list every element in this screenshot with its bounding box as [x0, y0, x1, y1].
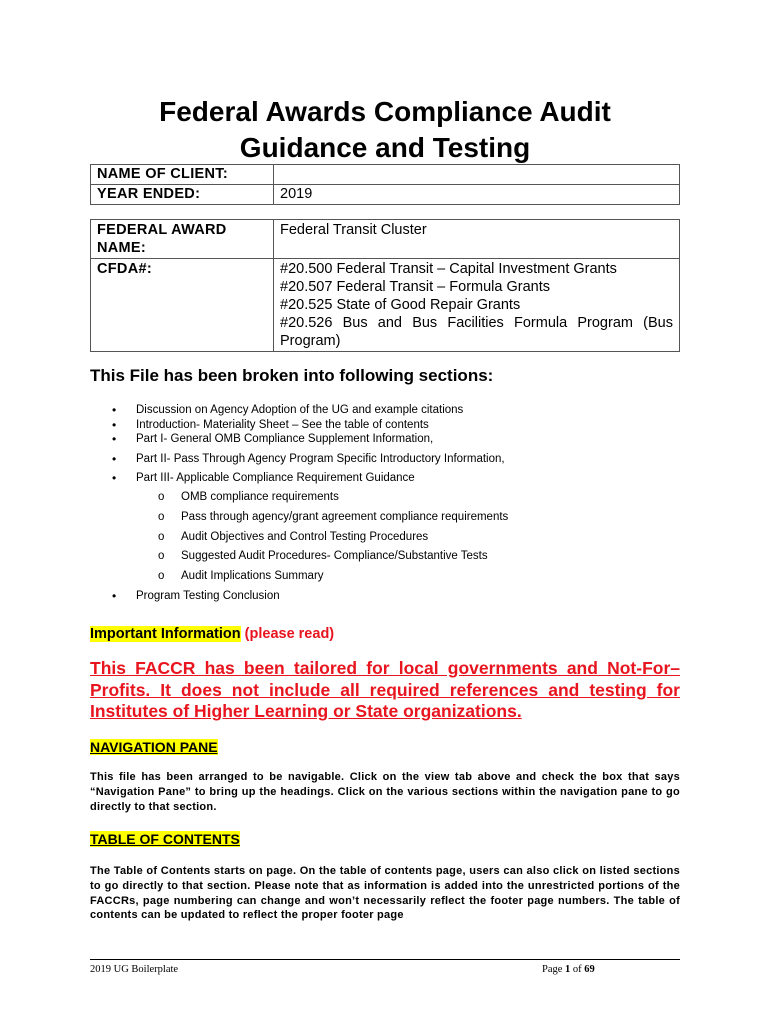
page-current: 1 [565, 964, 571, 975]
table-of-contents-title: TABLE OF CONTENTS [90, 831, 240, 847]
sub-list [136, 490, 670, 584]
year-ended-value[interactable]: 2019 [274, 185, 680, 205]
page-total: 69 [584, 964, 595, 975]
navigation-pane-heading [90, 739, 218, 755]
list-item-text: Part II- Pass Through Agency Program Specific Introductory Information, [136, 452, 505, 465]
client-name-value[interactable] [274, 165, 680, 185]
navigation-pane-title: NAVIGATION PANE [90, 739, 218, 755]
list-item-text: Part III- Applicable Compliance Requirement Guidance [136, 472, 415, 485]
bullet-icon: • [112, 432, 117, 447]
list-item-text: Program Testing Conclusion [136, 589, 280, 602]
client-name-label: NAME OF CLIENT: [91, 165, 274, 185]
footer-title: 2019 UG Boilerplate [90, 964, 179, 975]
list-item-text: Introduction- Materiality Sheet – See the table of contents [136, 418, 429, 431]
sub-list-item [136, 510, 670, 525]
list-item-text: Discussion on Agency Adoption of the UG and example citations [136, 404, 464, 416]
navigation-pane-text: This file has been arranged to be navigable. Click on the view tab above and check the box that says “Navigation Pane” to bring up the headings. Click on the various sections within the navigation pane to go directly to that section. [90, 771, 680, 813]
list-item [90, 452, 670, 467]
list-item-text: Part I- General OMB Compliance Supplement Information, [136, 433, 434, 446]
bullet-icon: • [112, 417, 117, 432]
year-ended-label: YEAR ENDED: [91, 185, 274, 205]
sections-list [90, 403, 670, 603]
sub-list-item-text: OMB compliance requirements [181, 490, 339, 503]
award-name-label-line2: NAME: [97, 240, 147, 256]
list-item [90, 432, 670, 447]
sections-heading: This File has been broken into following sections: [90, 366, 494, 385]
award-name-value[interactable]: Federal Transit Cluster [274, 220, 680, 259]
cfda-label: CFDA#: [91, 259, 274, 352]
important-info-note: (please read) [240, 626, 335, 642]
list-item [90, 471, 670, 583]
cfda-line: #20.526 Bus and Bus Facilities Formula Program (Bus Program) [280, 315, 673, 349]
cfda-line: #20.500 Federal Transit – Capital Investment Grants [280, 261, 617, 277]
circle-bullet-icon: o [158, 510, 165, 523]
page-number [542, 964, 595, 975]
circle-bullet-icon: o [158, 530, 165, 543]
sub-list-item-text: Suggested Audit Procedures- Compliance/Substantive Tests [181, 550, 488, 563]
page-prefix: Page [542, 964, 566, 975]
sub-list-item-text: Audit Implications Summary [181, 570, 324, 583]
table-of-contents-text: The Table of Contents starts on page. On the table of contents page, users can also click on listed sections to go directly to that section. Please note that as information is added into the unrestricted portions of the FACCRs, page numbering can change and won’t necessarily reflect the footer page numbers. The table of contents can be updated to reflect the proper footer page [90, 865, 680, 922]
footer-divider [90, 959, 680, 960]
table-of-contents-heading [90, 831, 240, 847]
list-item [90, 418, 670, 433]
list-item [90, 589, 670, 604]
client-info-table [90, 164, 680, 205]
circle-bullet-icon: o [158, 570, 165, 583]
client-name-row [91, 165, 680, 185]
bullet-icon: • [112, 403, 117, 417]
circle-bullet-icon: o [158, 550, 165, 563]
sub-list-item [136, 549, 670, 564]
sub-list-item-text: Pass through agency/grant agreement compliance requirements [181, 510, 509, 523]
cfda-line: #20.525 State of Good Repair Grants [280, 297, 521, 313]
title-line-1: Federal Awards Compliance Audit [159, 96, 611, 127]
important-info-heading [90, 626, 334, 642]
award-name-label [91, 220, 274, 259]
sub-list-item [136, 530, 670, 545]
document-title [90, 94, 680, 166]
year-ended-row [91, 185, 680, 205]
bullet-icon: • [112, 471, 117, 486]
bullet-icon: • [112, 588, 117, 603]
award-name-label-line1: FEDERAL AWARD [97, 222, 227, 238]
federal-award-table [90, 219, 680, 352]
cfda-row [91, 259, 680, 352]
cfda-line: #20.507 Federal Transit – Formula Grants [280, 279, 550, 295]
important-info-label: Important Information [90, 626, 241, 642]
title-line-2: Guidance and Testing [239, 132, 531, 163]
circle-bullet-icon: o [158, 490, 165, 503]
sub-list-item [136, 490, 670, 505]
list-item [90, 403, 670, 418]
bullet-icon: • [112, 451, 117, 466]
sub-list-item [136, 569, 670, 584]
tailoring-warning: This FACCR has been tailored for local governments and Not-For–Profits. It does not include all required references and testing for Institutes of Higher Learning or State organizations. [90, 658, 680, 721]
sub-list-item-text: Audit Objectives and Control Testing Procedures [181, 530, 429, 543]
award-name-row [91, 220, 680, 259]
cfda-value[interactable] [274, 259, 680, 352]
page-of: of [570, 964, 585, 975]
